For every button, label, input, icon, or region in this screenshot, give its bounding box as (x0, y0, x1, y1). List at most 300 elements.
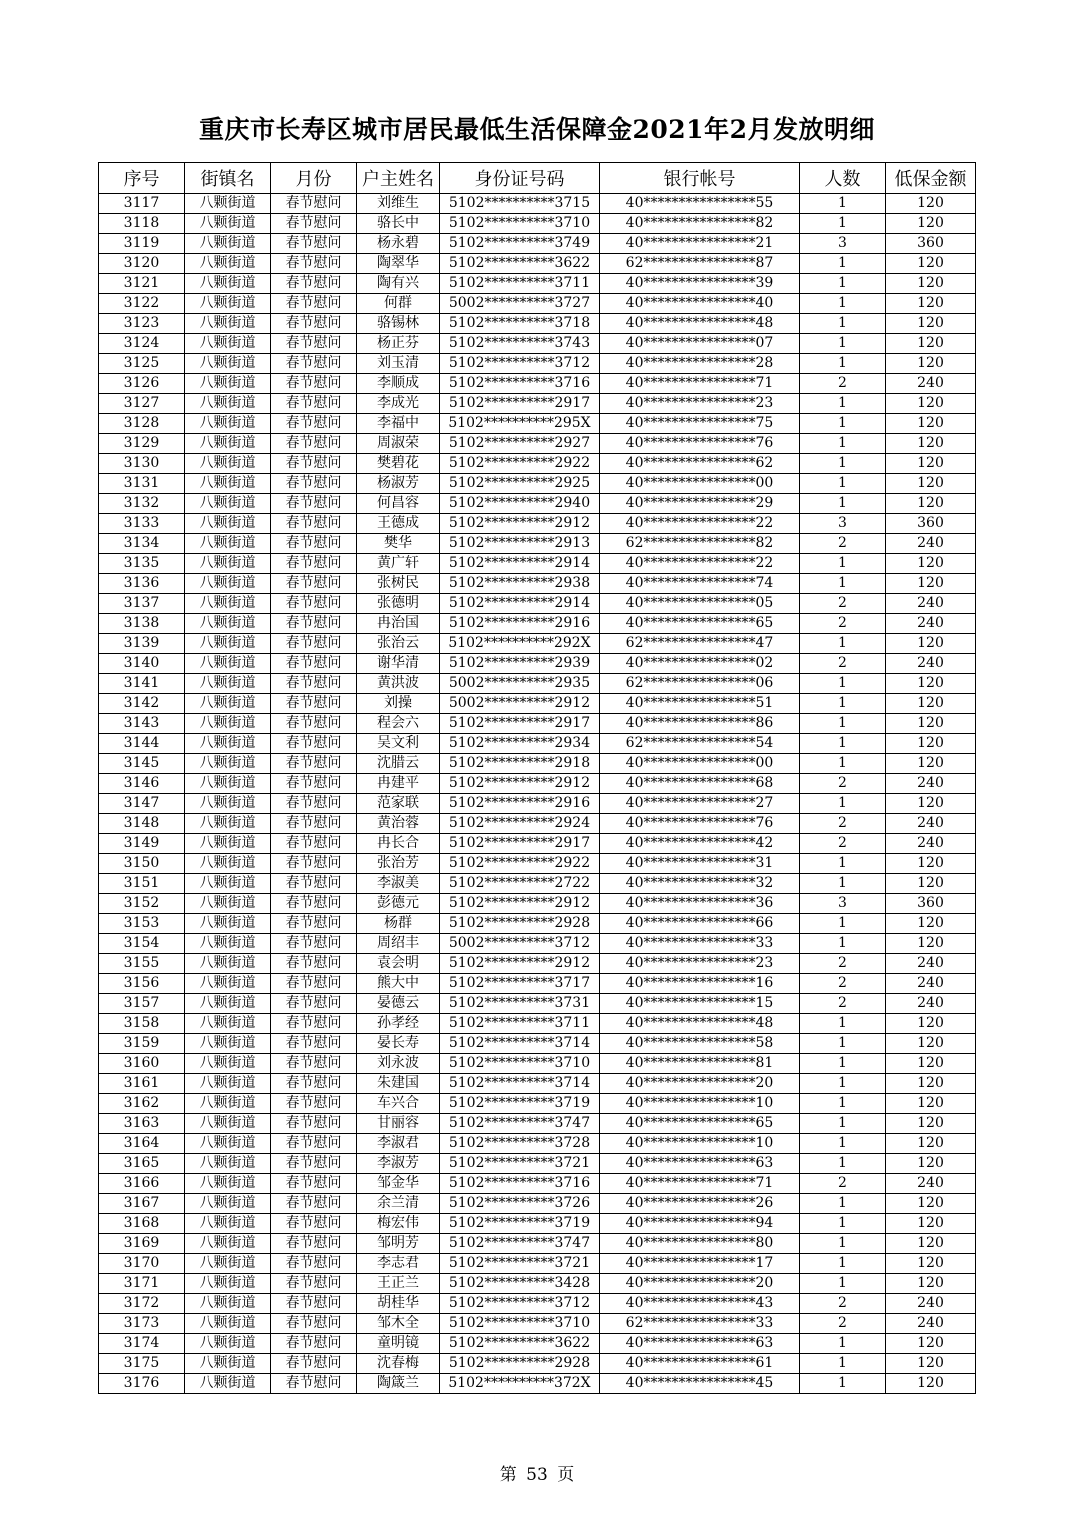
table-row (99, 1334, 976, 1354)
cell-index: 3122 (99, 294, 185, 314)
cell-householder: 李志君 (357, 1254, 440, 1274)
cell-index: 3161 (99, 1074, 185, 1094)
table-row (99, 794, 976, 814)
cell-index: 3149 (99, 834, 185, 854)
cell-street: 八颗街道 (185, 1374, 271, 1394)
cell-amount: 240 (886, 1294, 976, 1314)
cell-index: 3138 (99, 614, 185, 634)
data-table (98, 162, 976, 1394)
cell-people-count: 1 (800, 1054, 886, 1074)
cell-bank-account: 40****************32 (600, 874, 800, 894)
cell-householder: 杨正芬 (357, 334, 440, 354)
cell-id-number: 5102**********2916 (440, 794, 600, 814)
cell-id-number: 5002**********2912 (440, 694, 600, 714)
cell-month: 春节慰问 (271, 294, 357, 314)
table-row (99, 234, 976, 254)
cell-index: 3120 (99, 254, 185, 274)
cell-people-count: 2 (800, 614, 886, 634)
cell-amount: 120 (886, 274, 976, 294)
cell-people-count: 1 (800, 454, 886, 474)
cell-amount: 240 (886, 534, 976, 554)
cell-id-number: 5102**********2914 (440, 594, 600, 614)
cell-month: 春节慰问 (271, 434, 357, 454)
cell-householder: 熊大中 (357, 974, 440, 994)
cell-street: 八颗街道 (185, 754, 271, 774)
cell-bank-account: 40****************65 (600, 614, 800, 634)
cell-id-number: 5102**********2917 (440, 834, 600, 854)
cell-month: 春节慰问 (271, 1314, 357, 1334)
cell-id-number: 5102**********3726 (440, 1194, 600, 1214)
cell-month: 春节慰问 (271, 1194, 357, 1214)
cell-people-count: 1 (800, 394, 886, 414)
cell-amount: 360 (886, 894, 976, 914)
cell-id-number: 5102**********3749 (440, 234, 600, 254)
cell-street: 八颗街道 (185, 1154, 271, 1174)
cell-people-count: 1 (800, 714, 886, 734)
cell-street: 八颗街道 (185, 474, 271, 494)
cell-month: 春节慰问 (271, 1034, 357, 1054)
cell-amount: 120 (886, 314, 976, 334)
cell-index: 3117 (99, 194, 185, 214)
cell-index: 3136 (99, 574, 185, 594)
table-row (99, 934, 976, 954)
cell-bank-account: 62****************87 (600, 254, 800, 274)
cell-id-number: 5102**********3716 (440, 1174, 600, 1194)
cell-street: 八颗街道 (185, 714, 271, 734)
table-row (99, 834, 976, 854)
cell-index: 3172 (99, 1294, 185, 1314)
cell-index: 3139 (99, 634, 185, 654)
cell-id-number: 5102**********2922 (440, 854, 600, 874)
cell-amount: 240 (886, 774, 976, 794)
cell-month: 春节慰问 (271, 614, 357, 634)
cell-householder: 邹明芳 (357, 1234, 440, 1254)
cell-householder: 骆长中 (357, 214, 440, 234)
cell-month: 春节慰问 (271, 1054, 357, 1074)
cell-id-number: 5102**********3747 (440, 1234, 600, 1254)
cell-amount: 120 (886, 1014, 976, 1034)
cell-householder: 骆锡林 (357, 314, 440, 334)
cell-bank-account: 40****************22 (600, 514, 800, 534)
cell-street: 八颗街道 (185, 834, 271, 854)
cell-bank-account: 40****************71 (600, 374, 800, 394)
cell-month: 春节慰问 (271, 794, 357, 814)
table-row (99, 854, 976, 874)
cell-people-count: 2 (800, 1174, 886, 1194)
cell-index: 3131 (99, 474, 185, 494)
table-row (99, 1034, 976, 1054)
cell-index: 3166 (99, 1174, 185, 1194)
cell-bank-account: 40****************33 (600, 934, 800, 954)
cell-bank-account: 62****************33 (600, 1314, 800, 1334)
table-row (99, 334, 976, 354)
table-row (99, 714, 976, 734)
cell-amount: 120 (886, 1274, 976, 1294)
table-row (99, 474, 976, 494)
cell-month: 春节慰问 (271, 934, 357, 954)
cell-amount: 120 (886, 334, 976, 354)
cell-month: 春节慰问 (271, 974, 357, 994)
cell-people-count: 1 (800, 434, 886, 454)
cell-id-number: 5102**********3716 (440, 374, 600, 394)
cell-index: 3147 (99, 794, 185, 814)
cell-index: 3176 (99, 1374, 185, 1394)
cell-householder: 樊碧花 (357, 454, 440, 474)
cell-id-number: 5102**********2934 (440, 734, 600, 754)
cell-people-count: 1 (800, 934, 886, 954)
table-row (99, 514, 976, 534)
cell-householder: 晏长寿 (357, 1034, 440, 1054)
cell-index: 3165 (99, 1154, 185, 1174)
cell-householder: 冉长合 (357, 834, 440, 854)
cell-month: 春节慰问 (271, 514, 357, 534)
cell-bank-account: 40****************36 (600, 894, 800, 914)
cell-people-count: 2 (800, 994, 886, 1014)
cell-people-count: 1 (800, 1194, 886, 1214)
cell-amount: 120 (886, 474, 976, 494)
cell-people-count: 2 (800, 954, 886, 974)
cell-bank-account: 40****************07 (600, 334, 800, 354)
cell-bank-account: 40****************76 (600, 814, 800, 834)
cell-amount: 120 (886, 734, 976, 754)
cell-householder: 周淑荣 (357, 434, 440, 454)
table-row (99, 894, 976, 914)
cell-people-count: 3 (800, 514, 886, 534)
cell-street: 八颗街道 (185, 894, 271, 914)
cell-householder: 车兴合 (357, 1094, 440, 1114)
cell-people-count: 1 (800, 1154, 886, 1174)
cell-amount: 120 (886, 434, 976, 454)
cell-month: 春节慰问 (271, 494, 357, 514)
column-header-index: 序号 (99, 163, 185, 194)
cell-householder: 邹金华 (357, 1174, 440, 1194)
cell-bank-account: 40****************16 (600, 974, 800, 994)
table-row (99, 574, 976, 594)
cell-index: 3167 (99, 1194, 185, 1214)
cell-street: 八颗街道 (185, 234, 271, 254)
cell-householder: 彭德元 (357, 894, 440, 914)
cell-amount: 120 (886, 574, 976, 594)
cell-amount: 120 (886, 354, 976, 374)
cell-index: 3137 (99, 594, 185, 614)
cell-id-number: 5102**********2722 (440, 874, 600, 894)
cell-people-count: 1 (800, 914, 886, 934)
table-row (99, 1374, 976, 1394)
table-row (99, 534, 976, 554)
cell-amount: 120 (886, 1334, 976, 1354)
table-row (99, 994, 976, 1014)
cell-index: 3119 (99, 234, 185, 254)
cell-people-count: 1 (800, 214, 886, 234)
table-row (99, 1314, 976, 1334)
cell-bank-account: 40****************68 (600, 774, 800, 794)
cell-street: 八颗街道 (185, 314, 271, 334)
cell-amount: 120 (886, 494, 976, 514)
cell-householder: 沈腊云 (357, 754, 440, 774)
cell-householder: 孙孝经 (357, 1014, 440, 1034)
cell-id-number: 5102**********3719 (440, 1094, 600, 1114)
table-row (99, 554, 976, 574)
cell-month: 春节慰问 (271, 954, 357, 974)
cell-id-number: 5102**********3710 (440, 1054, 600, 1074)
cell-bank-account: 40****************29 (600, 494, 800, 514)
cell-people-count: 1 (800, 314, 886, 334)
cell-bank-account: 40****************94 (600, 1214, 800, 1234)
table-row (99, 694, 976, 714)
cell-street: 八颗街道 (185, 1134, 271, 1154)
cell-amount: 240 (886, 994, 976, 1014)
cell-householder: 晏德云 (357, 994, 440, 1014)
cell-amount: 240 (886, 974, 976, 994)
cell-index: 3174 (99, 1334, 185, 1354)
cell-householder: 黄广轩 (357, 554, 440, 574)
cell-street: 八颗街道 (185, 414, 271, 434)
cell-street: 八颗街道 (185, 194, 271, 214)
table-row (99, 1094, 976, 1114)
cell-bank-account: 62****************47 (600, 634, 800, 654)
column-header-street: 街镇名 (185, 163, 271, 194)
cell-bank-account: 62****************82 (600, 534, 800, 554)
cell-id-number: 5102**********3728 (440, 1134, 600, 1154)
cell-month: 春节慰问 (271, 674, 357, 694)
table-row (99, 634, 976, 654)
cell-month: 春节慰问 (271, 534, 357, 554)
cell-month: 春节慰问 (271, 914, 357, 934)
table-row (99, 914, 976, 934)
cell-bank-account: 62****************06 (600, 674, 800, 694)
cell-amount: 120 (886, 394, 976, 414)
cell-people-count: 2 (800, 814, 886, 834)
table-row (99, 274, 976, 294)
table-row (99, 1114, 976, 1134)
cell-householder: 杨群 (357, 914, 440, 934)
cell-street: 八颗街道 (185, 614, 271, 634)
cell-street: 八颗街道 (185, 1234, 271, 1254)
cell-month: 春节慰问 (271, 1074, 357, 1094)
table-row (99, 1194, 976, 1214)
cell-bank-account: 40****************10 (600, 1094, 800, 1114)
cell-householder: 吴文利 (357, 734, 440, 754)
cell-street: 八颗街道 (185, 274, 271, 294)
cell-people-count: 1 (800, 1234, 886, 1254)
cell-street: 八颗街道 (185, 634, 271, 654)
cell-index: 3135 (99, 554, 185, 574)
cell-householder: 童明镜 (357, 1334, 440, 1354)
table-row (99, 1294, 976, 1314)
cell-id-number: 5102**********3428 (440, 1274, 600, 1294)
cell-index: 3148 (99, 814, 185, 834)
table-row (99, 614, 976, 634)
column-header-id-number: 身份证号码 (440, 163, 600, 194)
cell-id-number: 5102**********3712 (440, 1294, 600, 1314)
cell-street: 八颗街道 (185, 874, 271, 894)
cell-id-number: 5102**********3743 (440, 334, 600, 354)
column-header-amount: 低保金额 (886, 163, 976, 194)
table-row (99, 654, 976, 674)
cell-month: 春节慰问 (271, 1334, 357, 1354)
cell-people-count: 2 (800, 594, 886, 614)
cell-people-count: 1 (800, 334, 886, 354)
cell-index: 3157 (99, 994, 185, 1014)
cell-people-count: 3 (800, 234, 886, 254)
cell-month: 春节慰问 (271, 334, 357, 354)
cell-amount: 120 (886, 1194, 976, 1214)
cell-month: 春节慰问 (271, 234, 357, 254)
cell-id-number: 5102**********3718 (440, 314, 600, 334)
cell-month: 春节慰问 (271, 694, 357, 714)
cell-street: 八颗街道 (185, 494, 271, 514)
cell-amount: 120 (886, 1154, 976, 1174)
cell-householder: 梅宏伟 (357, 1214, 440, 1234)
cell-amount: 120 (886, 1374, 976, 1394)
cell-householder: 朱建国 (357, 1074, 440, 1094)
cell-index: 3126 (99, 374, 185, 394)
cell-id-number: 5102**********2939 (440, 654, 600, 674)
cell-index: 3152 (99, 894, 185, 914)
cell-bank-account: 40****************02 (600, 654, 800, 674)
cell-bank-account: 40****************55 (600, 194, 800, 214)
cell-index: 3156 (99, 974, 185, 994)
cell-street: 八颗街道 (185, 1214, 271, 1234)
cell-amount: 360 (886, 234, 976, 254)
cell-bank-account: 40****************71 (600, 1174, 800, 1194)
cell-street: 八颗街道 (185, 934, 271, 954)
cell-people-count: 1 (800, 1114, 886, 1134)
cell-amount: 240 (886, 1174, 976, 1194)
cell-index: 3140 (99, 654, 185, 674)
cell-month: 春节慰问 (271, 194, 357, 214)
cell-people-count: 1 (800, 634, 886, 654)
cell-people-count: 1 (800, 1334, 886, 1354)
cell-amount: 120 (886, 194, 976, 214)
cell-householder: 李淑芳 (357, 1154, 440, 1174)
cell-householder: 李顺成 (357, 374, 440, 394)
column-header-householder: 户主姓名 (357, 163, 440, 194)
cell-people-count: 1 (800, 1034, 886, 1054)
cell-amount: 360 (886, 514, 976, 534)
cell-householder: 张树民 (357, 574, 440, 594)
cell-id-number: 5102**********2914 (440, 554, 600, 574)
cell-people-count: 1 (800, 1074, 886, 1094)
page-number: 第 53 页 (499, 1465, 575, 1485)
page-title: 重庆市长寿区城市居民最低生活保障金2021年2月发放明细 (199, 115, 875, 144)
cell-people-count: 1 (800, 1094, 886, 1114)
cell-bank-account: 40****************81 (600, 1054, 800, 1074)
table-row (99, 394, 976, 414)
cell-street: 八颗街道 (185, 774, 271, 794)
cell-amount: 120 (886, 1254, 976, 1274)
cell-street: 八颗街道 (185, 294, 271, 314)
cell-street: 八颗街道 (185, 1014, 271, 1034)
cell-month: 春节慰问 (271, 634, 357, 654)
cell-month: 春节慰问 (271, 1214, 357, 1234)
table-row (99, 734, 976, 754)
cell-amount: 120 (886, 554, 976, 574)
cell-householder: 陶翠华 (357, 254, 440, 274)
table-row (99, 814, 976, 834)
cell-householder: 何昌容 (357, 494, 440, 514)
cell-householder: 胡桂华 (357, 1294, 440, 1314)
cell-month: 春节慰问 (271, 274, 357, 294)
cell-householder: 刘玉清 (357, 354, 440, 374)
cell-amount: 240 (886, 1314, 976, 1334)
cell-people-count: 1 (800, 294, 886, 314)
cell-month: 春节慰问 (271, 594, 357, 614)
cell-people-count: 1 (800, 554, 886, 574)
cell-householder: 余兰清 (357, 1194, 440, 1214)
cell-street: 八颗街道 (185, 1094, 271, 1114)
cell-id-number: 5102**********2912 (440, 894, 600, 914)
cell-bank-account: 40****************22 (600, 554, 800, 574)
cell-amount: 120 (886, 454, 976, 474)
cell-month: 春节慰问 (271, 394, 357, 414)
cell-people-count: 1 (800, 694, 886, 714)
cell-householder: 王德成 (357, 514, 440, 534)
cell-street: 八颗街道 (185, 1174, 271, 1194)
cell-householder: 刘操 (357, 694, 440, 714)
cell-people-count: 1 (800, 1214, 886, 1234)
cell-index: 3123 (99, 314, 185, 334)
cell-street: 八颗街道 (185, 394, 271, 414)
cell-month: 春节慰问 (271, 374, 357, 394)
cell-street: 八颗街道 (185, 1194, 271, 1214)
cell-street: 八颗街道 (185, 954, 271, 974)
table-row (99, 1154, 976, 1174)
cell-street: 八颗街道 (185, 654, 271, 674)
cell-id-number: 5002**********2935 (440, 674, 600, 694)
table-row (99, 254, 976, 274)
cell-month: 春节慰问 (271, 1134, 357, 1154)
cell-id-number: 5102**********3711 (440, 1014, 600, 1034)
cell-amount: 120 (886, 854, 976, 874)
cell-street: 八颗街道 (185, 1294, 271, 1314)
cell-people-count: 1 (800, 494, 886, 514)
cell-householder: 袁会明 (357, 954, 440, 974)
cell-people-count: 2 (800, 974, 886, 994)
cell-amount: 240 (886, 814, 976, 834)
table-row (99, 1014, 976, 1034)
cell-bank-account: 40****************82 (600, 214, 800, 234)
cell-id-number: 5102**********2912 (440, 514, 600, 534)
table-row (99, 954, 976, 974)
cell-householder: 冉建平 (357, 774, 440, 794)
cell-street: 八颗街道 (185, 1074, 271, 1094)
cell-people-count: 1 (800, 734, 886, 754)
cell-householder: 甘丽容 (357, 1114, 440, 1134)
cell-amount: 120 (886, 794, 976, 814)
table-row (99, 414, 976, 434)
cell-householder: 杨永碧 (357, 234, 440, 254)
cell-id-number: 5102**********3622 (440, 1334, 600, 1354)
cell-index: 3158 (99, 1014, 185, 1034)
cell-month: 春节慰问 (271, 814, 357, 834)
cell-amount: 120 (886, 694, 976, 714)
cell-amount: 120 (886, 1114, 976, 1134)
cell-people-count: 1 (800, 354, 886, 374)
cell-street: 八颗街道 (185, 694, 271, 714)
cell-bank-account: 40****************40 (600, 294, 800, 314)
cell-bank-account: 40****************58 (600, 1034, 800, 1054)
cell-id-number: 5102**********2924 (440, 814, 600, 834)
cell-id-number: 5102**********2927 (440, 434, 600, 454)
cell-id-number: 5102**********3721 (440, 1154, 600, 1174)
cell-people-count: 1 (800, 1274, 886, 1294)
cell-street: 八颗街道 (185, 354, 271, 374)
cell-id-number: 5102**********372X (440, 1374, 600, 1394)
cell-id-number: 5102**********3721 (440, 1254, 600, 1274)
cell-id-number: 5102**********2928 (440, 914, 600, 934)
cell-month: 春节慰问 (271, 994, 357, 1014)
